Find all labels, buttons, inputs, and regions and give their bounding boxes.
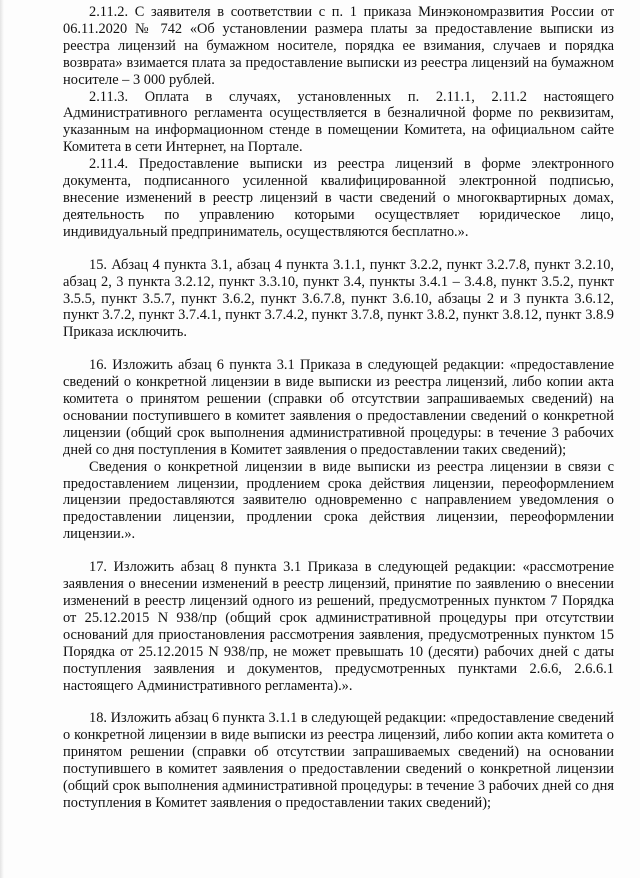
paragraph-2-11-2: 2.11.2. С заявителя в соответствии с п. 1 приказа Минэкономразвития России от 06.11.2020 № 742 «Об установлении размера платы за предоставление выписки из реестра лицензий на бумажном носителе, порядка ее взимания, случаев и порядка возврата» взимается плата за предоставление выписки из реестра лицензий на бумажном носителе – 3 000 рублей. [63,4,614,88]
paragraph-item-16-continuation: Сведения о конкретной лицензии в виде выписки из реестра лицензии в связи с предоставлением лицензии, продлением срока действия лицензии, переоформлением лицензии предоставляются заявителю одновременно с направлением уведомления о предоставлении лицензии, продлении срока действия лицензии, переоформлении лицензии.». [63,458,614,543]
scan-edge-shadow [0,0,4,878]
paragraph-item-16: 16. Изложить абзац 6 пункта 3.1 Приказа в следующей редакции: «предоставление сведений о конкретной лицензии в виде выписки из реестра лицензий, либо копии акта комитета о принятом решении (справки об отсутствии запрашиваемых сведений) на основании поступившего в комитет заявления о предоставлении сведений о конкретной лицензии (общий срок выполнения административной процедуры: в течение 3 рабочих дней со дня поступления в Комитет заявления о предоставлении таких сведений); [63,357,614,458]
paragraph-item-15: 15. Абзац 4 пункта 3.1, абзац 4 пункта 3.1.1, пункт 3.2.2, пункт 3.2.7.8, пункт 3.2.10, абзац 2, 3 пункта 3.2.12, пункт 3.3.10, пункт 3.4, пункты 3.4.1 – 3.4.8, пункт 3.5.2, пункт 3.5.5, пункт 3.5.7, пункт 3.6.2, пункт 3.6.7.8, пункт 3.6.10, абзацы 2 и 3 пункта 3.6.12, пункт 3.7.2, пункт 3.7.4.1, пункт 3.7.4.2, пункт 3.7.8, пункт 3.8.2, пункт 3.8.12, пункт 3.8.9 Приказа исключить. [63,256,614,341]
paragraph-2-11-4: 2.11.4. Предоставление выписки из реестра лицензий в форме электронного документа, подписанного усиленной квалифицированной электронной подписью, внесение изменений в реестр лицензий в части сведений о многоквартирных домах, деятельность по управлению которыми осуществляет юридическое лицо, индивидуальный предприниматель, осуществляются бесплатно.». [63,156,614,240]
paragraph-2-11-3: 2.11.3. Оплата в случаях, установленных п. 2.11.1, 2.11.2 настоящего Административного регламента осуществляется в безналичной форме по реквизитам, указанным на информационном стенде в помещении Комитета, на официальном сайте Комитета в сети Интернет, на Портале. [63,88,614,156]
paragraph-item-17: 17. Изложить абзац 8 пункта 3.1 Приказа в следующей редакции: «рассмотрение заявления о внесении изменений в реестр лицензий, принятие по заявлению о внесении изменений в реестр лицензий одного из решений, предусмотренных пунктом 7 Порядка от 25.12.2015 N 938/пр (общий срок административной процедуры при отсутствии оснований для приостановления рассмотрения заявления, предусмотренных пунктом 15 Порядка от 25.12.2015 N 938/пр, не может превышать 10 (десяти) рабочих дней с даты поступления заявления и документов, предусмотренных пунктами 2.6.6, 2.6.6.1 настоящего Административного регламента).». [63,559,614,694]
paragraph-item-18: 18. Изложить абзац 6 пункта 3.1.1 в следующей редакции: «предоставление сведений о конкретной лицензии в виде выписки из реестра лицензий, либо копии акта комитета о принятом решении (справки об отсутствии запрашиваемых сведений) на основании поступившего в комитет заявления о предоставлении сведений о конкретной лицензии (общий срок выполнения административной процедуры: в течение 3 рабочих дней со дня поступления в Комитет заявления о предоставлении таких сведений); [63,710,614,811]
